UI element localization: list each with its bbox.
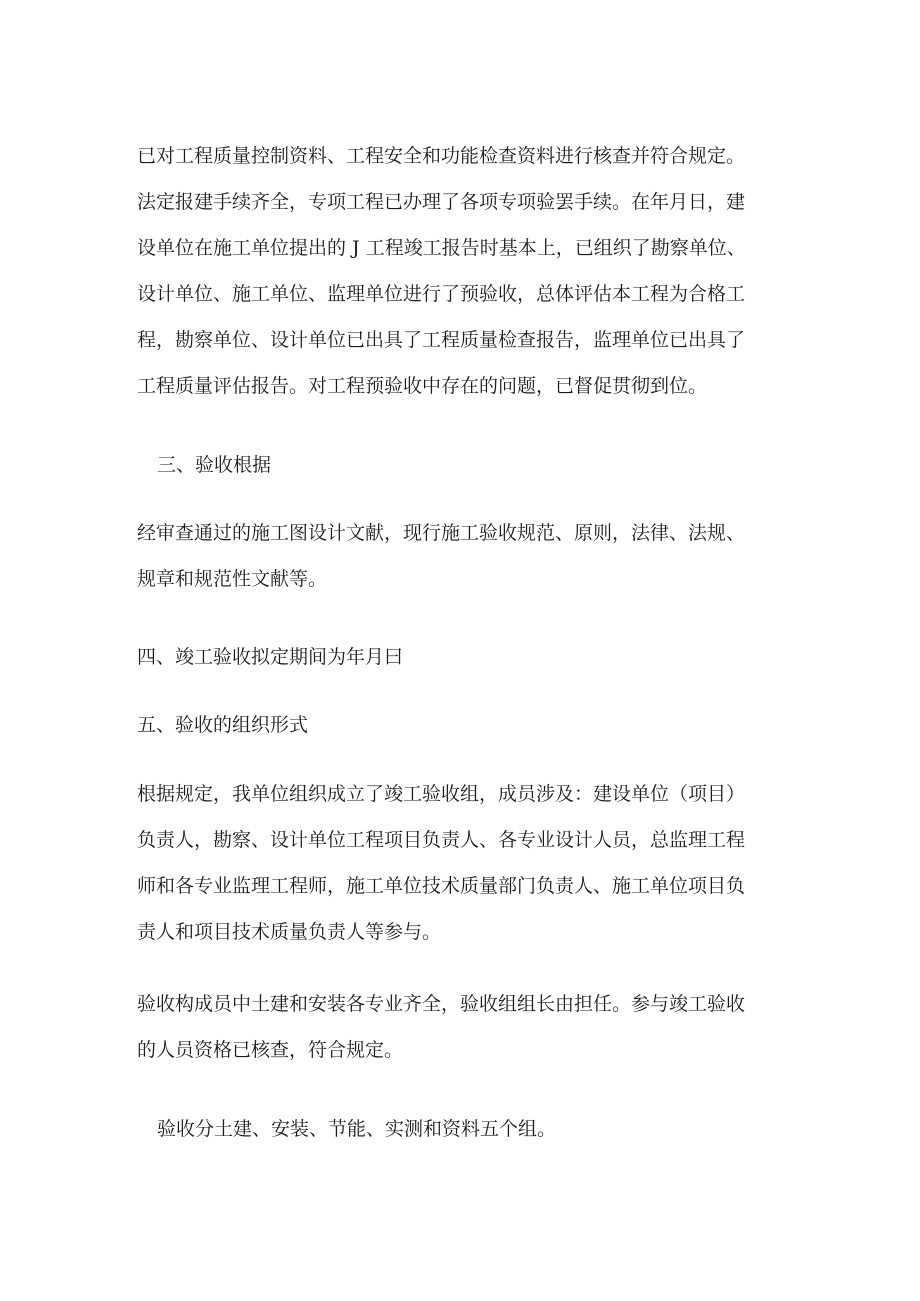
text-line: 验收构成员中土建和安装各专业齐全，验收组组长由担任。参与竣工验收 — [137, 993, 746, 1015]
text-line: 验收分土建、安装、节能、实测和资料五个组。 — [157, 1118, 557, 1140]
text-line: 责人和项目技术质量负责人等参与。 — [137, 921, 442, 943]
text-line: 负责人，勘察、设计单位工程项目负责人、各专业设计人员，总监理工程 — [137, 829, 746, 851]
text-line: 工程质量评估报告。对工程预验收中存在的问题，已督促贯彻到位。 — [137, 375, 708, 397]
text-line: 设计单位、施工单位、监理单位进行了预验收，总体评估本工程为合格工 — [137, 283, 746, 305]
section-heading: 三、验收根据 — [157, 454, 272, 476]
text-line: 师和各专业监理工程师，施工单位技术质量部门负责人、施工单位项目负 — [137, 875, 746, 897]
section-heading: 五、验收的组织形式 — [137, 714, 309, 736]
text-line: 程，勘察单位、设计单位已出具了工程质量检查报告，监理单位已出具了 — [137, 329, 746, 351]
text-line: 经审查通过的施工图设计文献，现行施工验收规范、原则，法律、法规、 — [137, 522, 746, 544]
text-line: 规章和规范性文献等。 — [137, 568, 328, 590]
text-line: 已对工程质量控制资料、工程安全和功能检查资料进行核查并符合规定。 — [137, 145, 746, 167]
text-line: 根据规定，我单位组织成立了竣工验收组，成员涉及：建设单位（项目） — [137, 783, 746, 805]
text-line: 设单位在施工单位提出的 J 工程竣工报告时基本上，已组织了勘察单位、 — [137, 237, 746, 259]
text-line: 法定报建手续齐全，专项工程已办理了各项专项验罢手续。在年月日，建 — [137, 191, 746, 213]
section-heading: 四、竣工验收拟定期间为年月曰 — [137, 646, 404, 668]
text-line: 的人员资格已核查，符合规定。 — [137, 1039, 404, 1061]
